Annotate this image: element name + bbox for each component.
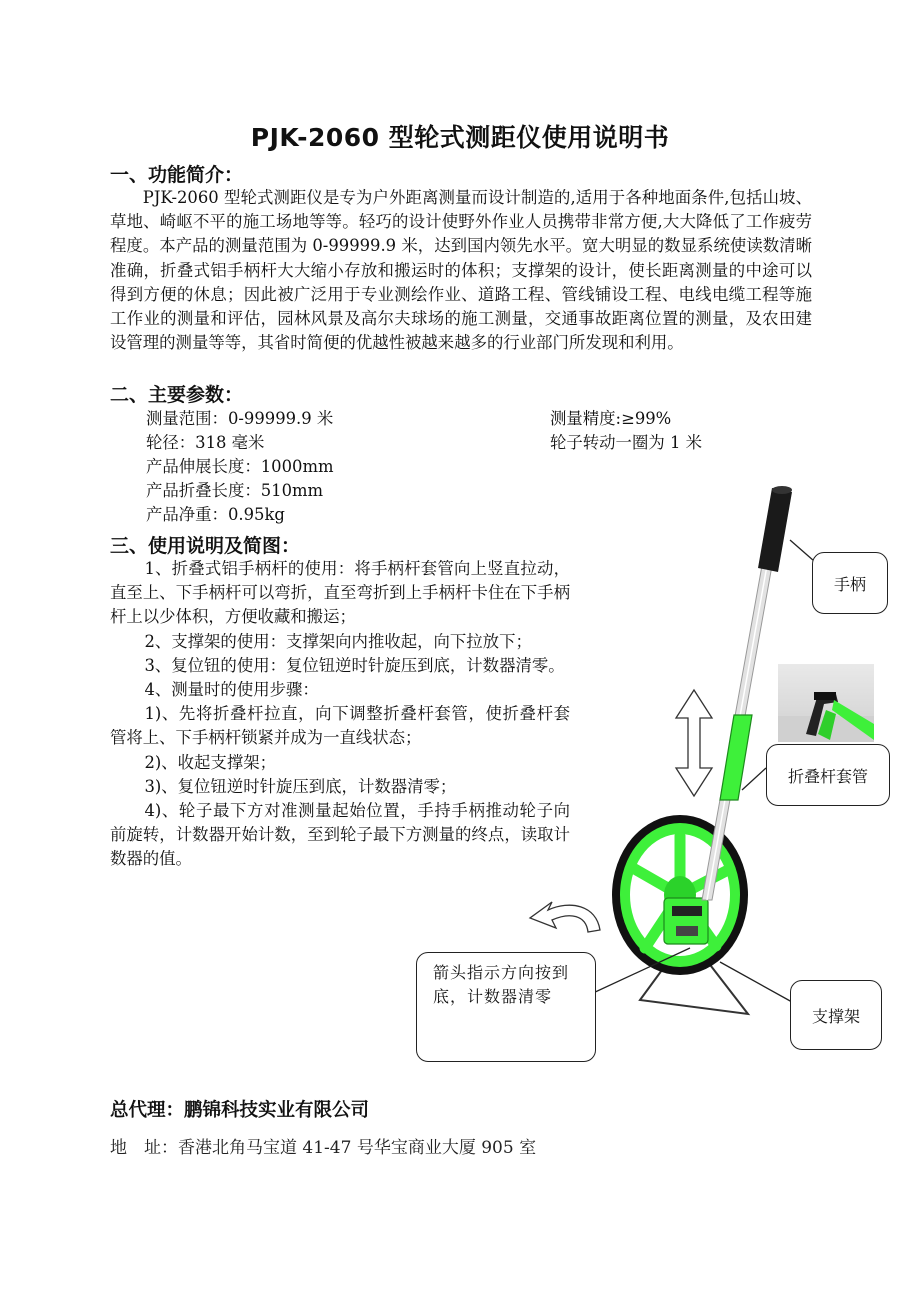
page-title: PJK-2060 型轮式测距仪使用说明书	[250, 123, 670, 152]
callout-reset	[416, 952, 596, 1062]
wheel	[612, 815, 748, 975]
folded-handle-icon	[778, 664, 874, 742]
folded-handle-photo	[778, 664, 874, 742]
param-accuracy: 测量精度:≥99%	[550, 409, 672, 428]
curved-arrow-icon	[530, 902, 600, 932]
handle-grip	[758, 486, 792, 572]
usage-item: 2)、收起支撑架；	[144, 752, 276, 772]
usage-item: 4、测量时的使用步骤：	[144, 680, 319, 700]
double-arrow-icon	[676, 690, 712, 796]
param-extended-length: 产品伸展长度：1000mm	[146, 457, 334, 476]
usage-item: 3)、复位钮逆时针旋压到底，计数器清零；	[144, 776, 457, 796]
folding-sleeve	[720, 715, 752, 800]
param-folded-length: 产品折叠长度：510mm	[146, 481, 324, 500]
usage-item: 3、复位钮的使用：复位钮逆时针旋压到底，计数器清零。	[144, 655, 565, 675]
usage-item: 2、支撑架的使用：支撑架向内推收起，向下拉放下；	[144, 631, 532, 651]
param-wheel-diameter: 轮径：318 毫米	[146, 433, 265, 452]
callout-stand	[790, 980, 882, 1050]
section2-heading: 二、主要参数：	[110, 384, 244, 406]
param-range: 测量范围：0-99999.9 米	[146, 409, 334, 428]
address	[110, 1133, 536, 1158]
callout-reset-label: 箭头指示方向按到底，计数器清零	[433, 963, 570, 1006]
section3-heading: 三、使用说明及简图：	[110, 535, 301, 557]
address-label: 地 址：	[110, 1138, 178, 1158]
usage-item: 1、折叠式铝手柄杆的使用：将手柄杆套管向上竖直拉动，直至上、下手柄杆可以弯折，直至弯折到上手柄杆卡住在下手柄杆上以少体积，方便收藏和搬运；	[110, 559, 570, 627]
callout-handle	[812, 552, 888, 614]
section1-heading: 一、功能简介：	[110, 164, 244, 186]
callout-stand-label: 支撑架	[811, 1006, 860, 1026]
callout-sleeve-label: 折叠杆套管	[787, 766, 868, 786]
section1-paragraph: PJK-2060 型轮式测距仪是专为户外距离测量而设计制造的,适用于各种地面条件,包括山坡、草地、崎岖不平的施工场地等等。轻巧的设计使野外作业人员携带非常方便,大大降低了工作疲劳程度。本产品的测量范围为 0-99999.9 米，达到国内领先水平。宽大明显的数显系统使读数清晰准确，折叠式铝手柄杆大大缩小存放和搬运时的体积；支撑架的设计，使长距离测量的中途可以得到方便的休息；因此被广泛用于专业测绘作业、道路工程、管线铺设工程、电线电缆工程等施工作业的测量和评估，园林风景及高尔夫球场的施工测量，交通事故距离位置的测量，及农田建设管理的测量等等，其省时简便的优越性被越来越多的行业部门所发现和利用。	[110, 188, 812, 353]
callout-handle-label: 手柄	[833, 574, 866, 594]
param-revolution: 轮子转动一圈为 1 米	[550, 433, 702, 452]
usage-item: 4)、轮子最下方对准测量起始位置，手持手柄推动轮子向前旋转，计数器开始计数，至到轮子最下方测量的终点，读取计数器的值。	[110, 801, 570, 869]
param-net-weight: 产品净重：0.95kg	[146, 505, 285, 524]
address-value: 香港北角马宝道 41-47 号华宝商业大厦 905 室	[178, 1138, 537, 1158]
callout-sleeve	[766, 744, 890, 806]
general-agent: 总代理：鹏锦科技实业有限公司	[110, 1100, 370, 1121]
counter	[664, 898, 708, 944]
usage-item: 1)、先将折叠杆拉直，向下调整折叠杆套管，使折叠杆套管将上、下手柄杆锁紧并成为一直线状态；	[110, 704, 570, 748]
